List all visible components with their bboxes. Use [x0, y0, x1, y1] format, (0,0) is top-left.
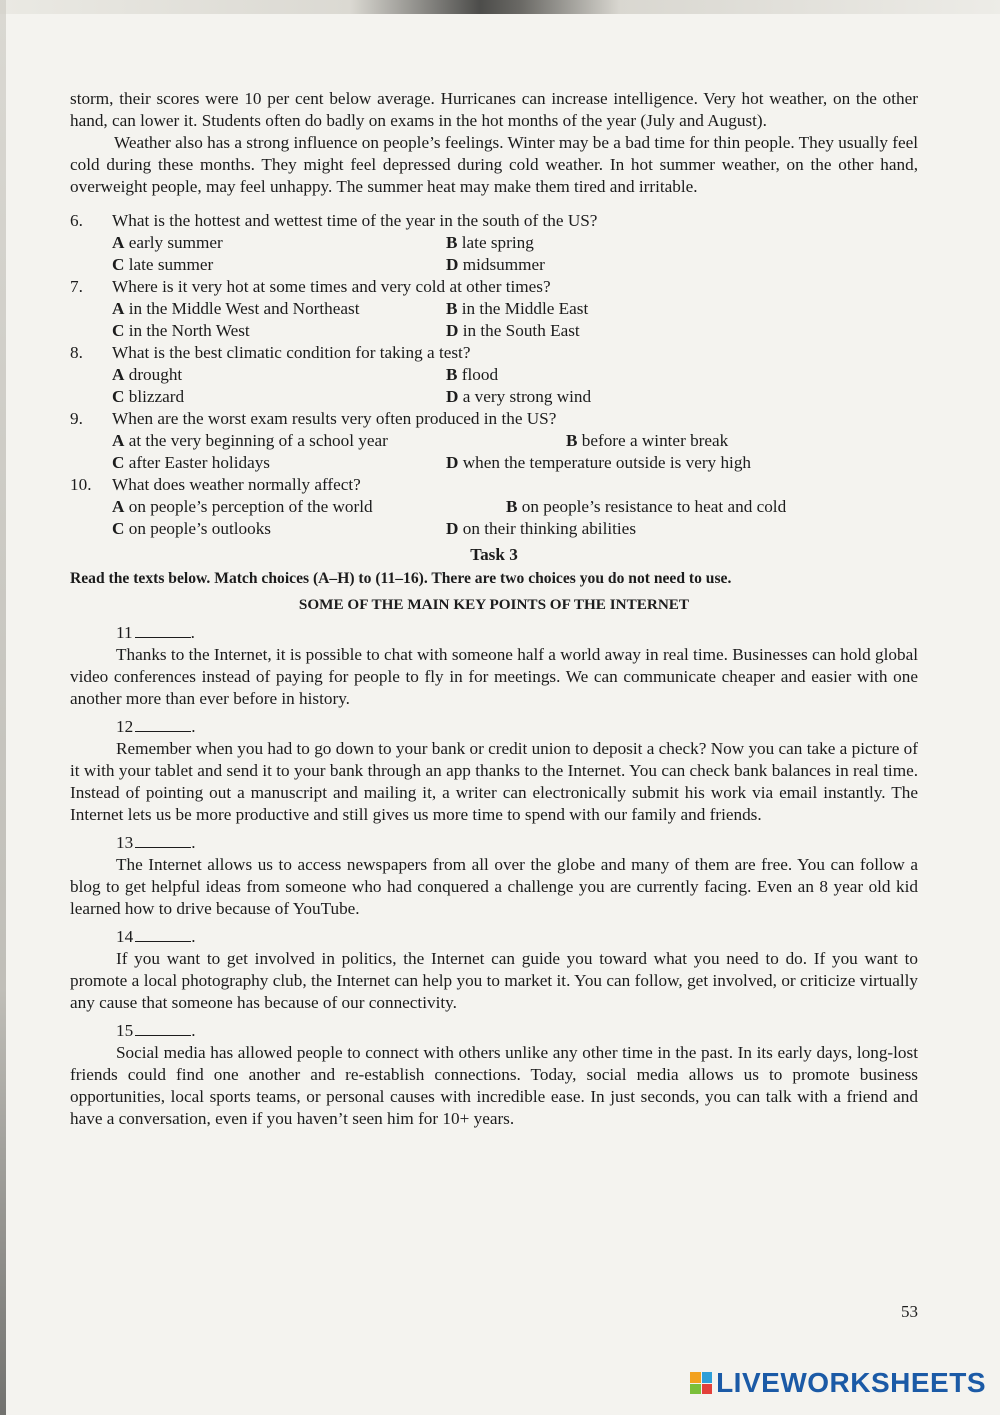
question-number: 8.: [70, 343, 83, 362]
question-6: [70, 210, 918, 276]
question-text: What does weather normally affect?: [112, 475, 361, 494]
option-c: C in the North West: [112, 321, 250, 340]
option-c: C blizzard: [112, 387, 185, 406]
question-number: 7.: [70, 277, 83, 296]
option-b: B in the Middle East: [446, 299, 589, 318]
option-a: A early summer: [112, 233, 223, 252]
gap-text-15: Social media has allowed people to connect with others unlike any other time in the past. In its early days, long-lost friends could find one another and re-establish connections. Today, social media allows us to promote business opportunities, local sports teams, or personal causes with incredible ease. In just seconds, you can talk with a friend and have a conversation, even if you haven’t seen him for 10+ years.: [70, 1043, 918, 1128]
option-c: C late summer: [112, 255, 214, 274]
option-a: A drought: [112, 365, 183, 384]
question-7: [70, 276, 918, 342]
liveworksheets-mark-icon: [690, 1372, 712, 1394]
option-b: B late spring: [446, 233, 534, 252]
answer-blank: [135, 717, 191, 732]
question-text: Where is it very hot at some times and very cold at other times?: [112, 277, 551, 296]
option-d: D midsummer: [446, 255, 545, 274]
passage-paragraph: storm, their scores were 10 per cent below average. Hurricanes can increase intelligence. Very hot weather, on the other hand, can lower it. Students often do badly on exams in the hot months of the year (July and August).: [70, 89, 918, 130]
question-9: [70, 408, 918, 474]
task-heading: Task 3: [470, 545, 518, 564]
option-d: D a very strong wind: [446, 387, 592, 406]
page-number: 53: [901, 1302, 918, 1321]
gap-number-14: 14 .: [116, 927, 196, 946]
option-b: B on people’s resistance to heat and cold: [506, 497, 787, 516]
gap-text-14: If you want to get involved in politics, the Internet can guide you toward what you need to do. If you want to promote a local photography club, the Internet can help you to market it. You can follow, get involved, or criticize virtually any cause that someone has because of our connectivity.: [70, 949, 918, 1012]
gap-number-15: 15 .: [116, 1021, 196, 1040]
passage-paragraph: Weather also has a strong influence on people’s feelings. Winter may be a bad time for thin people. They usually feel cold during these months. They might feel depressed during cold weather. In hot summer weather, on the other hand, overweight people, may feel unhappy. The summer heat may make them tired and irritable.: [70, 133, 918, 196]
question-text: What is the best climatic condition for taking a test?: [112, 343, 471, 362]
page-content: [70, 88, 918, 1130]
gap-number-13: 13 .: [116, 833, 196, 852]
option-b: B before a winter break: [566, 431, 729, 450]
option-c: C on people’s outlooks: [112, 519, 271, 538]
gap-text-13: The Internet allows us to access newspapers from all over the globe and many of them are free. You can follow a blog to get helpful ideas from someone who had conquered a challenge you are currently facing. Even an 8 year old kid learned how to drive because of YouTube.: [70, 855, 918, 918]
answer-blank: [135, 1021, 191, 1036]
question-number: 6.: [70, 211, 83, 230]
gap-text-11: Thanks to the Internet, it is possible to chat with someone half a world away in real time. Businesses can hold global video conferences instead of paying for people to fly in for meetings. We can communicate cheaper and easier with one another more than ever before in history.: [70, 645, 918, 708]
option-c: C after Easter holidays: [112, 453, 270, 472]
option-a: A on people’s perception of the world: [112, 497, 373, 516]
scan-shadow-top: [0, 0, 1000, 14]
logo-text: LIVEWORKSHEETS: [716, 1367, 986, 1398]
question-text: What is the hottest and wettest time of the year in the south of the US?: [112, 211, 598, 230]
option-d: D when the temperature outside is very high: [446, 453, 752, 472]
gap-text-12: Remember when you had to go down to your bank or credit union to deposit a check? Now you can take a picture of it with your tablet and send it to your bank through an app thanks to the Internet. You can check bank balances in real time. Instead of pointing out a manuscript and mailing it, a writer can electronically submit his work via email instantly. The Internet lets us be more productive and still gives us more time to spend with our family and friends.: [70, 739, 918, 824]
gap-number-12: 12 .: [116, 717, 196, 736]
question-text: When are the worst exam results very often produced in the US?: [112, 409, 557, 428]
task-instruction: Read the texts below. Match choices (A–H) to (11–16). There are two choices you do not need to use.: [70, 570, 732, 587]
option-b: B flood: [446, 365, 499, 384]
option-d: D on their thinking abilities: [446, 519, 637, 538]
option-d: D in the South East: [446, 321, 580, 340]
question-8: [70, 342, 918, 408]
section-title: SOME OF THE MAIN KEY POINTS OF THE INTERNET: [298, 596, 690, 613]
answer-blank: [135, 833, 191, 848]
question-number: 10.: [70, 475, 92, 494]
answer-blank: [135, 927, 191, 942]
option-a: A in the Middle West and Northeast: [112, 299, 360, 318]
question-number: 9.: [70, 409, 83, 428]
answer-blank: [135, 623, 191, 638]
liveworksheets-logo: [690, 1367, 986, 1399]
question-10: [70, 474, 918, 540]
gap-number-11: 11 .: [116, 623, 195, 642]
option-a: A at the very beginning of a school year: [112, 431, 388, 450]
scan-shadow-left: [0, 0, 6, 1415]
